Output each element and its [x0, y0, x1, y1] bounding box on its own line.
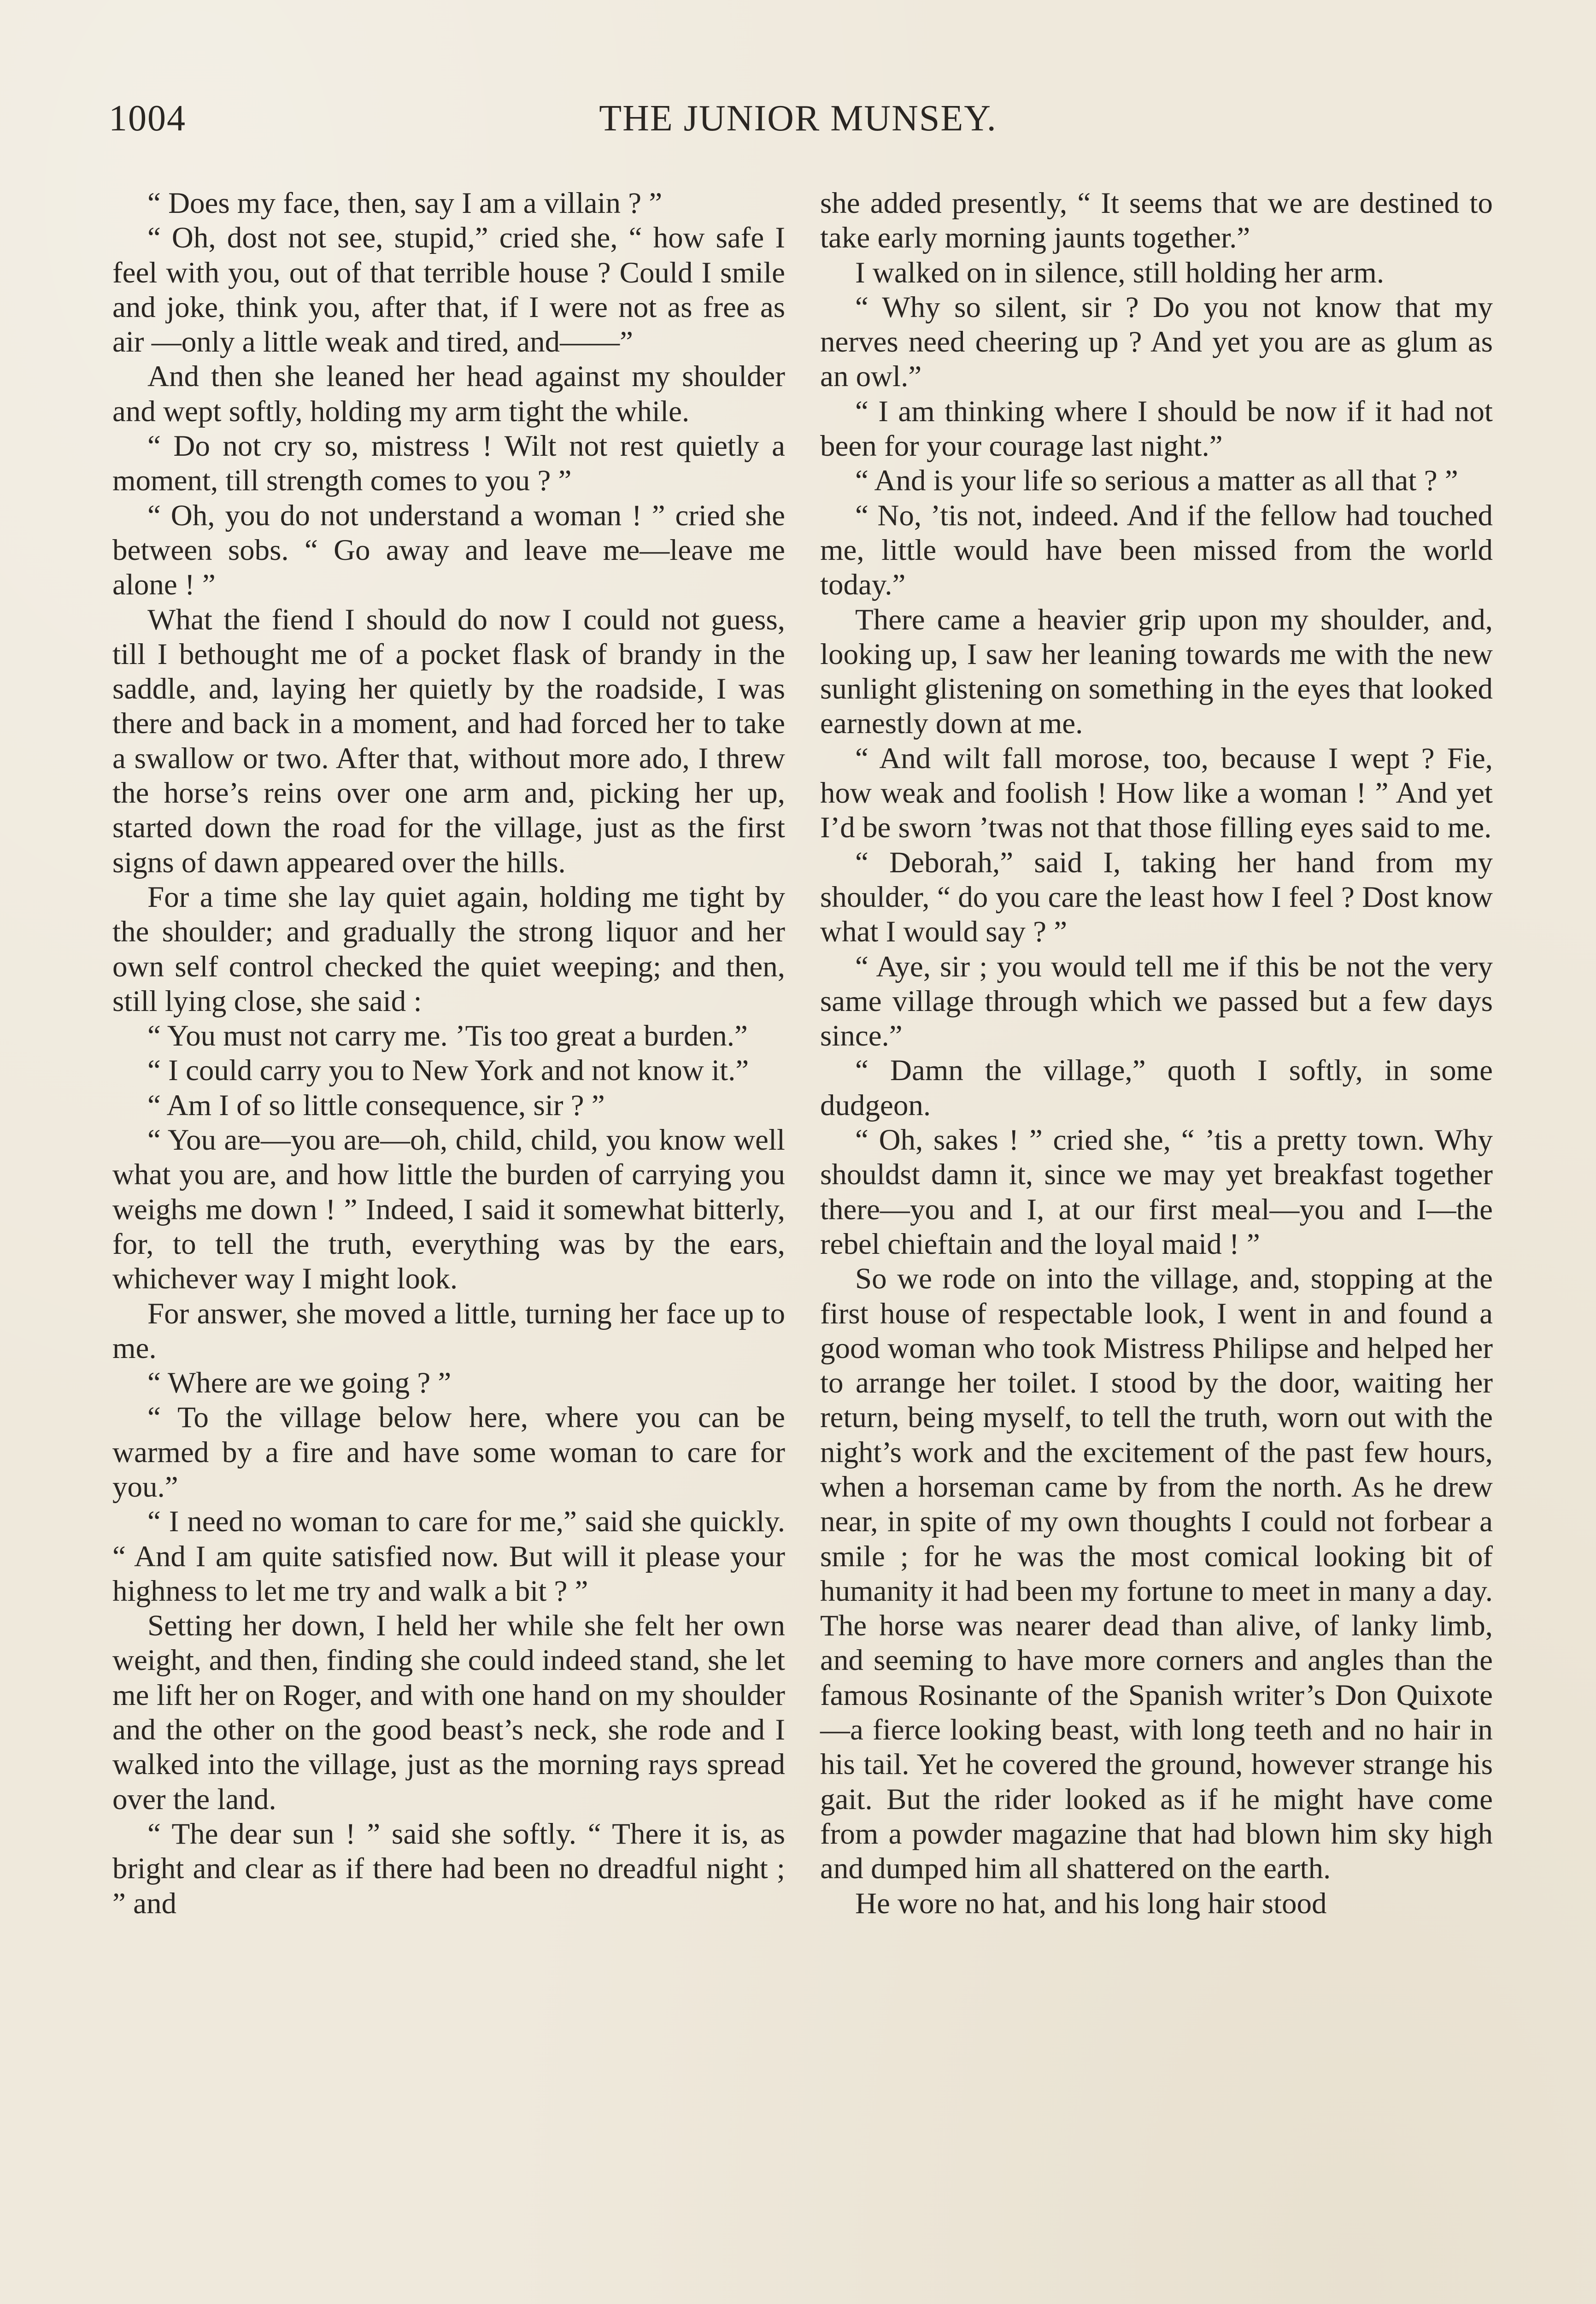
paragraph: “ Oh, dost not see, stupid,” cried she, “ how safe I feel with you, out of that terrible house ? Could I smile and joke, think you, after that, if I were not as free as air —only a little weak and tired, and——” — [112, 221, 785, 359]
paragraph: “ You are—you are—oh, child, child, you know well what you are, and how little the burden of carrying you weighs me down ! ” Indeed, I said it somewhat bitterly, for, to tell the truth, everything was by the ears, whichever way I might look. — [112, 1123, 785, 1296]
right-column — [820, 186, 1493, 1921]
paragraph: “ Why so silent, sir ? Do you not know that my nerves need cheering up ? And yet you are as glum as an owl.” — [820, 290, 1493, 394]
paragraph: “ Deborah,” said I, taking her hand from my shoulder, “ do you care the least how I feel ? Dost know what I would say ? ” — [820, 846, 1493, 949]
paragraph: “ Aye, sir ; you would tell me if this be not the very same village through which we passed but a few days since.” — [820, 950, 1493, 1053]
paragraph: “ And wilt fall morose, too, because I wept ? Fie, how weak and foolish ! How like a woman ! ” And yet I’d be sworn ’twas not that those filling eyes said to me. — [820, 741, 1493, 845]
paragraph: “ I am thinking where I should be now if it had not been for your courage last night.” — [820, 394, 1493, 463]
paragraph-continued: she added presently, “ It seems that we are destined to take early morning jaunts together.” — [820, 187, 1493, 255]
paragraph: There came a heavier grip upon my shoulder, and, looking up, I saw her leaning towards me with the new sunlight glistening on something in the eyes that looked earnestly down at me. — [820, 603, 1493, 741]
paragraph: For answer, she moved a little, turning her face up to me. — [112, 1297, 785, 1365]
paragraph: So we rode on into the village, and, stopping at the first house of respectable look, I went in and found a good woman who took Mistress Philipse and helped her to arrange her toilet. I stood by the door, waiting her return, being myself, to tell the truth, worn out with the night’s work and the excitement of the past few hours, when a horseman came by from the north. As he drew near, in spite of my own thoughts I could not forbear a smile ; for he was the most comical looking bit of humanity it had been my fortune to meet in many a day. The horse was nearer dead than alive, of lanky limb, and seeming to have more corners and angles than the famous Rosinante of the Spanish writer’s Don Quixote—a fierce looking beast, with long teeth and no hair in his tail. Yet he covered the ground, however strange his gait. But the rider looked as if he might have come from a powder magazine that had blown him sky high and dumped him all shattered on the earth. — [820, 1262, 1493, 1886]
paragraph: “ Where are we going ? ” — [147, 1366, 452, 1400]
running-header — [109, 98, 1487, 148]
paragraph: “ I could carry you to New York and not know it.” — [147, 1054, 749, 1087]
paragraph: “ Damn the village,” quoth I softly, in some dudgeon. — [820, 1054, 1493, 1122]
paragraph: “ Oh, you do not understand a woman ! ” cried she between sobs. “ Go away and leave me—leave me alone ! ” — [112, 499, 785, 602]
paragraph: “ No, ’tis not, indeed. And if the fellow had touched me, little would have been missed from the world today.” — [820, 499, 1493, 602]
paragraph: Setting her down, I held her while she felt her own weight, and then, finding she could indeed stand, she let me lift her on Roger, and with one hand on my shoulder and the other on the good beast’s neck, she rode and I walked into the village, just as the morning rays spread over the land. — [112, 1609, 785, 1816]
paragraph: “ Does my face, then, say I am a villain ? ” — [147, 187, 663, 220]
paragraph: “ Oh, sakes ! ” cried she, “ ’tis a pretty town. Why shouldst damn it, since we may yet breakfast together there—you and I, at our first meal—you and I—the rebel chieftain and the loyal maid ! ” — [820, 1123, 1493, 1261]
left-column — [112, 186, 785, 1921]
paragraph: What the fiend I should do now I could not guess, till I bethought me of a pocket flask of brandy in the saddle, and, laying her quietly by the roadside, I was there and back in a moment, and had forced her to take a swallow or two. After that, without more ado, I threw the horse’s reins over one arm and, picking her up, started down the road for the village, just as the first signs of dawn appeared over the hills. — [112, 603, 785, 879]
paragraph: “ Am I of so little consequence, sir ? ” — [147, 1088, 605, 1122]
page-number: 1004 — [109, 98, 186, 139]
paragraph: “ You must not carry me. ’Tis too great a burden.” — [147, 1019, 748, 1053]
paragraph: “ The dear sun ! ” said she softly. “ There it is, as bright and clear as if there had been no dreadful night ; ” and — [112, 1817, 785, 1920]
paragraph: “ To the village below here, where you can be warmed by a fire and have some woman to care for you.” — [112, 1401, 785, 1504]
paragraph: And then she leaned her head against my shoulder and wept softly, holding my arm tight the while. — [112, 360, 785, 428]
paragraph: He wore no hat, and his long hair stood — [855, 1887, 1327, 1920]
paragraph: For a time she lay quiet again, holding me tight by the shoulder; and gradually the strong liquor and her own self control checked the quiet weeping; and then, still lying close, she said : — [112, 880, 785, 1018]
paragraph: “ I need no woman to care for me,” said she quickly. “ And I am quite satisfied now. But will it please your highness to let me try and walk a bit ? ” — [112, 1505, 785, 1608]
running-title: THE JUNIOR MUNSEY. — [599, 98, 997, 139]
paragraph: I walked on in silence, still holding her arm. — [855, 256, 1385, 289]
paragraph: “ Do not cry so, mistress ! Wilt not rest quietly a moment, till strength comes to you ? ” — [112, 429, 785, 498]
paragraph: “ And is your life so serious a matter as all that ? ” — [855, 464, 1458, 498]
